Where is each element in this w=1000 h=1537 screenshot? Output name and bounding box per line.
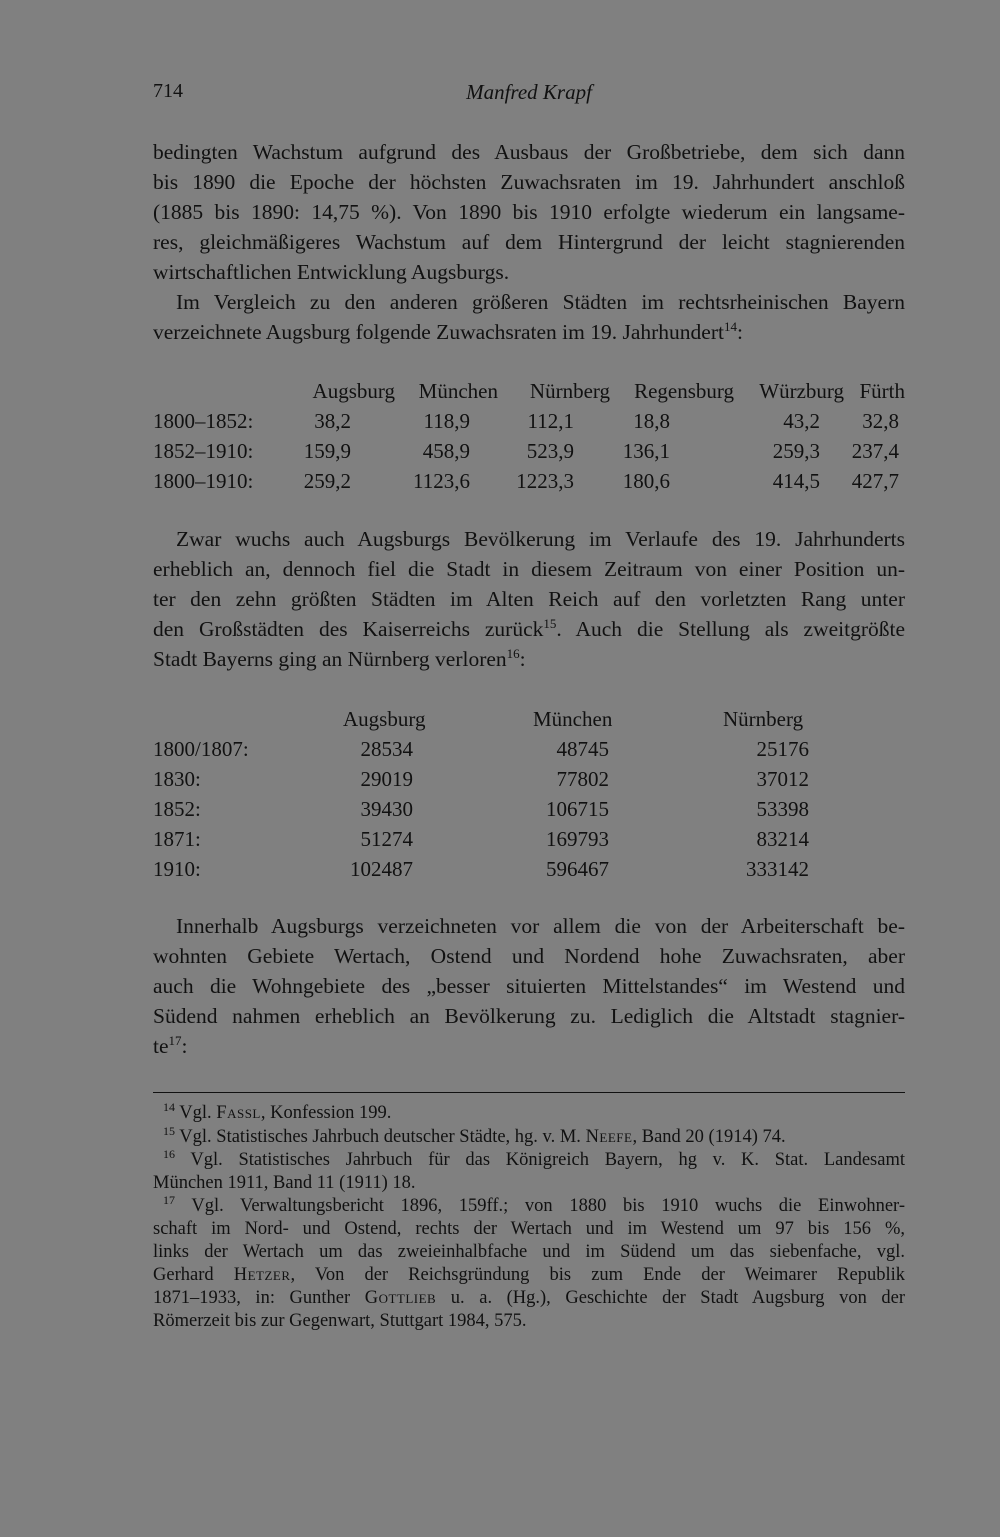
table-cell: 333142 (746, 856, 809, 881)
footnote-mark: 17 (163, 1192, 175, 1207)
table-cell: 25176 (756, 736, 809, 761)
footnote-line: links der Wertach um das zweieinhalbfache und im Südend um das siebenfache, vgl. (153, 1242, 905, 1262)
author-name: Fassl (216, 1103, 261, 1123)
text-segment: den Großstädten des Kaiserreichs zurück (153, 617, 544, 641)
table-cell: 259,2 (303, 468, 351, 493)
footnote-text: , Band 20 (1914) 74. (632, 1127, 786, 1147)
table-header-cell: Augsburg (343, 706, 426, 731)
footnote-text: Gerhard (153, 1265, 234, 1285)
text-line: Innerhalb Augsburgs verzeichneten vor allem die von der Arbeiterschaft be- (176, 914, 905, 938)
table-cell: 102487 (350, 856, 413, 881)
text-line (153, 644, 905, 674)
footnote-ref-15[interactable]: 15 (543, 615, 557, 631)
table-cell: 1871: (153, 826, 201, 851)
author-name: Neefe (585, 1127, 633, 1147)
text-segment: : (519, 647, 526, 671)
running-head-author: Manfred Krapf (466, 80, 592, 104)
text-line: auch die Wohngebiete des „besser situierten Mittelstandes“ im Westend und (153, 974, 905, 998)
footnote-ref-14[interactable]: 14 (723, 318, 737, 334)
table-cell: 77802 (556, 766, 609, 791)
table-cell: 159,9 (303, 438, 351, 463)
footnote-mark: 15 (163, 1123, 175, 1138)
footnote-line (153, 1192, 906, 1218)
footnote-line: München 1911, Band 11 (1911) 18. (153, 1173, 416, 1193)
text-line: wohnten Gebiete Wertach, Ostend und Nordend hohe Zuwachsraten, aber (153, 944, 905, 968)
footnote-ref-17[interactable]: 17 (168, 1032, 182, 1048)
table-header-cell: Nürnberg (723, 706, 804, 731)
text-line: Südend nahmen erheblich an Bevölkerung zu. Lediglich die Altstadt stagnier- (153, 1004, 905, 1028)
footnote-line (153, 1287, 905, 1310)
table-cell: 18,8 (633, 408, 670, 433)
footnote-text: 1871–1933, in: Gunther (153, 1288, 365, 1308)
table-header-cell: Regensburg (634, 378, 734, 403)
table-cell: 51274 (360, 826, 413, 851)
page-number: 714 (153, 80, 183, 102)
table-cell: 118,9 (423, 408, 470, 433)
paragraph-2 (153, 287, 905, 347)
table-cell: 38,2 (314, 408, 351, 433)
text-line: ter den zehn größten Städten im Alten Reich auf den vorletzten Rang unter (153, 587, 905, 611)
table-cell: 1852–1910: (153, 438, 254, 463)
table-cell: 106715 (546, 796, 609, 821)
population-table (153, 704, 905, 884)
table-header-cell (153, 376, 289, 406)
table-row (153, 406, 905, 436)
table-cell: 1800–1910: (153, 468, 254, 493)
text-segment: . Auch die Stellung als zweitgrößte (556, 617, 906, 641)
growth-rates-table (153, 376, 905, 496)
footnote-mark: 14 (163, 1099, 175, 1114)
paragraph-3 (153, 524, 905, 674)
table-cell: 523,9 (526, 438, 574, 463)
table-cell: 1910: (153, 856, 201, 881)
table-cell: 180,6 (622, 468, 670, 493)
table-cell: 39430 (360, 796, 413, 821)
text-line: wirtschaftlichen Entwicklung Augsburgs. (153, 260, 510, 284)
text-line: erheblich an, dennoch fiel die Stadt in diesem Zeitraum von einer Position un- (153, 557, 905, 581)
table-header-cell: Würzburg (759, 378, 844, 403)
text-line (153, 1031, 905, 1061)
text-line (153, 614, 905, 644)
table-cell: 596467 (546, 856, 609, 881)
table-row (153, 854, 905, 884)
footnote-text: Vgl. Statistisches Jahrbuch deutscher Städte, hg. v. M. (179, 1127, 586, 1147)
text-line: (1885 bis 1890: 14,75 %). Von 1890 bis 1910 erfolgte wiederum ein langsame- (153, 200, 905, 224)
footnote-14 (153, 1099, 905, 1125)
table-header-cell: München (533, 706, 613, 731)
table-cell: 259,3 (772, 438, 820, 463)
text-segment: verzeichnete Augsburg folgende Zuwachsraten im 19. Jahrhundert (153, 320, 724, 344)
table-cell: 29019 (360, 766, 413, 791)
footnote-text: Vgl. Statistisches Jahrbuch für das Königreich Bayern, hg v. K. Stat. Landesamt (190, 1150, 905, 1170)
footnote-text: , Von der Reichsgründung bis zum Ende der Weimarer Republik (290, 1265, 905, 1285)
text-segment: Stadt Bayerns ging an Nürnberg verloren (153, 647, 507, 671)
footnote-text: , Konfession 199. (260, 1103, 392, 1123)
table-cell: 112,1 (527, 408, 574, 433)
table-row (153, 734, 905, 764)
table-row (153, 824, 905, 854)
text-line (153, 317, 905, 347)
table-cell: 43,2 (783, 408, 820, 433)
table-row (153, 764, 905, 794)
table-cell: 458,9 (422, 438, 470, 463)
author-name: Gottlieb (364, 1288, 437, 1308)
table-cell: 1800/1807: (153, 736, 249, 761)
footnote-text: u. a. (Hg.), Geschichte der Stadt Augsburg von der (436, 1288, 906, 1308)
footnote-16 (153, 1146, 905, 1195)
table-row (153, 794, 905, 824)
footnote-line (153, 1123, 905, 1149)
table-cell: 28534 (360, 736, 413, 761)
table-cell: 427,7 (851, 468, 899, 493)
table-cell: 83214 (756, 826, 809, 851)
footnote-17 (153, 1192, 906, 1333)
table-cell: 136,1 (622, 438, 670, 463)
footnote-ref-16[interactable]: 16 (506, 645, 520, 661)
footnote-mark: 16 (163, 1146, 175, 1161)
table-cell: 32,8 (862, 408, 899, 433)
table-header-row (153, 704, 905, 734)
table-cell: 48745 (556, 736, 609, 761)
table-cell: 1123,6 (413, 468, 470, 493)
table-header-cell: Nürnberg (529, 378, 610, 403)
footnote-text: Vgl. Verwaltungsbericht 1896, 159ff.; von 1880 bis 1910 wuchs die Einwohner- (191, 1196, 906, 1216)
text-segment: : (181, 1034, 188, 1058)
author-name: Hetzer (233, 1265, 291, 1285)
table-header-cell: Fürth (859, 378, 905, 403)
footnote-text: Vgl. (179, 1103, 217, 1123)
table-cell: 1223,3 (516, 468, 574, 493)
table-header-cell: Augsburg (312, 378, 395, 403)
table-row (153, 466, 905, 496)
table-header-cell (153, 704, 343, 734)
text-segment: : (736, 320, 743, 344)
footnote-divider (153, 1092, 905, 1093)
text-line: res, gleichmäßigeres Wachstum auf dem Hintergrund der leicht stagnierenden (153, 230, 905, 254)
table-header-cell: München (418, 378, 498, 403)
footnote-line: schaft im Nord- und Ostend, rechts der Wertach und im Westend um 97 bis 156 %, (153, 1219, 905, 1239)
text-line: Zwar wuchs auch Augsburgs Bevölkerung im Verlaufe des 19. Jahrhunderts (176, 527, 905, 551)
table-cell: 237,4 (851, 438, 899, 463)
text-line: bedingten Wachstum aufgrund des Ausbaus der Großbetriebe, dem sich dann (153, 140, 905, 164)
text-line: Im Vergleich zu den anderen größeren Städten im rechtsrheinischen Bayern (176, 290, 905, 314)
table-cell: 169793 (546, 826, 609, 851)
table-cell: 1852: (153, 796, 201, 821)
text-line: bis 1890 die Epoche der höchsten Zuwachsraten im 19. Jahrhundert anschloß (153, 170, 905, 194)
text-segment: te (153, 1034, 169, 1058)
footnote-line (153, 1264, 905, 1287)
paragraph-4 (153, 911, 905, 1061)
table-row (153, 436, 905, 466)
paragraph-1 (153, 137, 905, 287)
table-cell: 414,5 (772, 468, 820, 493)
footnote-line: Römerzeit bis zur Gegenwart, Stuttgart 1984, 575. (153, 1311, 527, 1331)
table-cell: 1800–1852: (153, 408, 254, 433)
footnote-line (153, 1099, 905, 1125)
table-header-row (153, 376, 905, 406)
table-cell: 1830: (153, 766, 201, 791)
footnote-15 (153, 1123, 905, 1149)
running-header (153, 80, 905, 112)
table-cell: 53398 (756, 796, 809, 821)
table-cell: 37012 (756, 766, 809, 791)
footnote-line (153, 1146, 905, 1172)
